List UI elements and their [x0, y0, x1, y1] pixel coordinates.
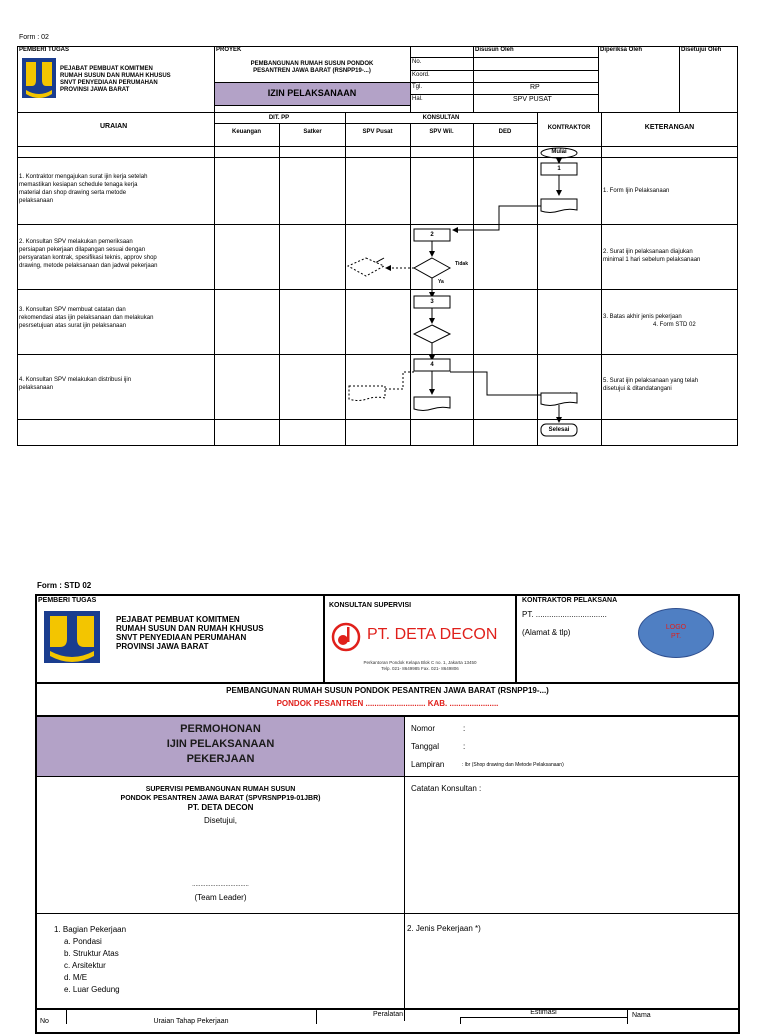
table-header-estimasi: Estimasi: [530, 1009, 557, 1016]
std-title: PERMOHONAN IJIN PELAKSANAAN PEKERJAAN: [166, 723, 275, 765]
meta-hal: Hal.: [412, 96, 423, 102]
std-pu-logo-icon: [44, 611, 100, 663]
meta-tgl: Tgl.: [412, 84, 423, 90]
form-label: Form : 02: [19, 34, 49, 41]
catatan-konsultan-label: Catatan Konsultan :: [411, 784, 482, 793]
keterangan-4: 5. Surat ijin pelaksanaan yang telah disetujui & ditandatangani: [603, 378, 699, 392]
logo-pt-placeholder: LOGO PT.: [638, 608, 714, 658]
form-std-label: Form : STD 02: [37, 581, 92, 590]
proyek-label: PROYEK: [216, 47, 242, 53]
flow-selesai-label: Selesai: [548, 427, 570, 433]
header-keterangan: KETERANGAN: [644, 124, 695, 131]
hal-value: SPV PUSAT: [513, 96, 552, 103]
kontraktor-alamat: (Alamat & tlp): [522, 628, 571, 637]
keterangan-1: 1. Form Ijin Pelaksanaan: [603, 188, 670, 194]
tgl-value: RP: [530, 84, 540, 91]
disusun-oleh: Disusun Oleh: [475, 47, 514, 53]
deta-decon-logo-icon: [331, 622, 361, 652]
step-2-text: 2. Konsultan SPV melakukan pemeriksaan persiapan pekerjaan dilapangan sesuai dengan persyaratan kontrak, spesifikasi teknis, approv shop drawing, metode pelaksanaan dan jadwal pekerjaan: [19, 239, 158, 269]
header-spv-pusat: SPV Pusat: [362, 129, 393, 135]
header-spv-wil: SPV Wil.: [429, 129, 454, 135]
lampiran-label: Lampiran: [411, 760, 445, 769]
table-header-uraian: Uraian Tahap Pekerjaan: [153, 1018, 229, 1025]
company-address: Perkantoran Pondok Kelapa Blok C no. 1, Jakarta 13450 Telp. 021- 8649985 Fax. 021- 8649806: [363, 660, 477, 671]
flow-doc-1: [541, 199, 577, 213]
std-pondok-line: PONDOK PESANTREN ........................... KAB. ......................: [276, 699, 499, 708]
tanggal-label: Tanggal: [411, 742, 440, 751]
flow-doc-dashed: [349, 386, 385, 401]
header-uraian: URAIAN: [100, 123, 128, 130]
konsultan-supervisi-label: KONSULTAN SUPERVISI: [329, 602, 412, 609]
company-name: PT. DETA DECON: [367, 626, 498, 643]
table-header-no: No: [40, 1018, 49, 1025]
keterangan-2: 2. Surat ijin pelaksanaan diajukan minimal 1 hari sebelum pelaksanaan: [603, 249, 701, 263]
header-dit-pp: DIT. PP: [268, 115, 290, 121]
disetujui-oleh: Disetujui Oleh: [681, 47, 722, 53]
flowchart-diagram: [0, 0, 768, 460]
keterangan-3: 3. Batas akhir jenis pekerjaan 4. Form STD 02: [603, 314, 696, 328]
step-1-text: 1. Kontraktor mengajukan surat ijin kerja setelah memastikan kesiapan schedule tenaga kerja material dan shop drawing serta metode pelaksanaan: [19, 174, 148, 204]
flow-decision-1: [414, 258, 450, 278]
team-leader-label: (Team Leader): [194, 893, 247, 902]
diperiksa-oleh: Diperiksa Oleh: [600, 47, 643, 53]
supervisi-block: SUPERVISI PEMBANGUNAN RUMAH SUSUN PONDOK PESANTREN JAWA BARAT (SPVRSNPP19-01JBR) PT. DETA DECON: [120, 786, 321, 812]
disetujui-label: Disetujui,: [204, 816, 237, 825]
meta-koord: Koord.: [412, 72, 430, 78]
kontraktor-pt: PT. ................................: [522, 610, 607, 619]
proyek-name: PEMBANGUNAN RUMAH SUSUN PONDOK PESANTREN JAWA BARAT (RSNPP19-...): [250, 61, 374, 74]
flow-box-1-number: 1: [557, 166, 561, 172]
flow-mulai-label: Mulai: [551, 149, 567, 155]
flow-doc-kontraktor: [541, 393, 577, 406]
issuer-block: PEJABAT PEMBUAT KOMITMEN RUMAH SUSUN DAN RUMAH KHUSUS SNVT PENYEDIAAN PERUMAHAN PROVINSI JAWA BARAT: [60, 66, 171, 93]
table-header-peralatan: Peralatan: [373, 1011, 403, 1018]
jenis-pekerjaan-label: 2. Jenis Pekerjaan *): [407, 924, 481, 933]
flow-box-2-number: 2: [430, 232, 434, 238]
tanggal-colon: :: [463, 742, 466, 751]
kontraktor-pelaksana-label: KONTRAKTOR PELAKSANA: [522, 597, 618, 604]
std-issuer-block: PEJABAT PEMBUAT KOMITMEN RUMAH SUSUN DAN RUMAH KHUSUS SNVT PENYEDIAAN PERUMAHAN PROVINSI JAWA BARAT: [116, 615, 264, 651]
nomor-colon: :: [463, 724, 466, 733]
meta-no: No.: [412, 59, 422, 65]
std-pemberi-tugas: PEMBERI TUGAS: [38, 597, 97, 604]
flow-box-4-number: 4: [430, 362, 434, 368]
flow-box-3-number: 3: [430, 299, 434, 305]
form-title: IZIN PELAKSANAAN: [267, 88, 357, 98]
flow-ya-label: Ya: [438, 279, 444, 285]
header-kontraktor: KONTRAKTOR: [547, 125, 591, 131]
flow-decision-2: [414, 325, 450, 343]
sign-line: ..................................: [192, 882, 249, 888]
nomor-label: Nomor: [411, 724, 436, 733]
bagian-pekerjaan: 1. Bagian Pekerjaan a. Pondasi b. Struktur Atas c. Arsitektur d. M/E e. Luar Gedung: [54, 925, 127, 994]
header-keuangan: Keuangan: [231, 129, 261, 135]
lampiran-value: : lbr (Shop drawing dan Metode Pelaksanaan): [462, 762, 564, 768]
header-satker: Satker: [303, 129, 322, 135]
pemberi-tugas-label: PEMBERI TUGAS: [19, 47, 70, 53]
std-project-line: PEMBANGUNAN RUMAH SUSUN PONDOK PESANTREN JAWA BARAT (RSNPP19-...): [226, 686, 549, 695]
header-konsultan: KONSULTAN: [422, 115, 460, 121]
header-ded: DED: [498, 129, 512, 135]
step-4-text: 4. Konsultan SPV melakukan distribusi ijin pelaksanaan: [19, 377, 132, 391]
flow-doc-4: [414, 397, 450, 411]
step-3-text: 3. Konsultan SPV membuat catatan dan rekomendasi atas ijin pelaksanaan dan melakukan pesrsetujuan atas surat ijin pelaksanaan: [19, 307, 154, 329]
table-header-nama: Nama: [632, 1012, 651, 1019]
flow-tidak-label: Tidak: [455, 261, 468, 267]
